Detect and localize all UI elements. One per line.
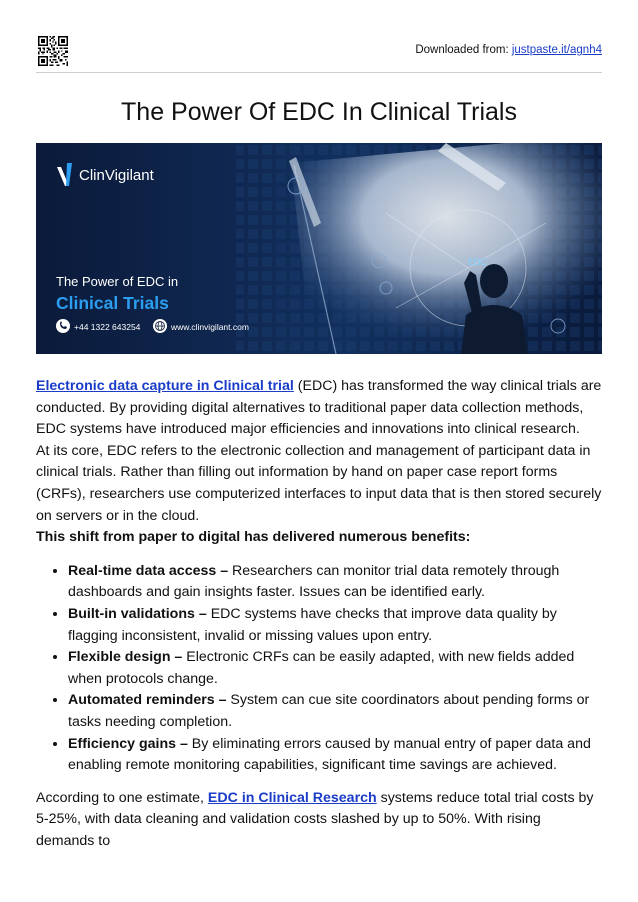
list-item bbox=[68, 647, 602, 690]
list-item bbox=[68, 690, 602, 733]
header-divider bbox=[36, 72, 602, 73]
benefit-term: Built-in validations – bbox=[68, 605, 207, 622]
intro-paragraph-1-text: (EDC) has transformed the way clinical trials are conducted. By providing digital alternatives to traditional paper data collection methods, EDC systems have introduced major efficiencies and innovations into clinical research. bbox=[36, 378, 602, 438]
benefit-term: Real-time data access – bbox=[68, 562, 229, 579]
benefit-text: Electronic CRFs can be easily adapted, with new fields added when protocols change. bbox=[68, 649, 575, 687]
qr-code bbox=[38, 36, 68, 66]
list-item bbox=[68, 604, 602, 647]
list-item bbox=[68, 734, 602, 777]
benefit-term: Automated reminders – bbox=[68, 692, 227, 709]
benefit-text: EDC systems have checks that improve data quality by flagging inconsistent, invalid or missing values upon entry. bbox=[68, 605, 557, 644]
benefit-term: Flexible design – bbox=[68, 649, 183, 666]
list-item bbox=[68, 561, 602, 604]
banner-website: www.clinvigilant.com bbox=[171, 322, 249, 332]
closing-paragraph bbox=[36, 788, 602, 853]
article-body bbox=[36, 376, 602, 852]
download-source bbox=[415, 44, 602, 56]
closing-text: systems reduce total trial costs by 5-25%, with data cleaning and validation costs slashed by up to 50%. With rising demands to bbox=[36, 789, 594, 849]
benefits-intro bbox=[36, 527, 602, 549]
banner-headline-line2: Clinical Trials bbox=[56, 293, 169, 313]
benefit-text: Researchers can monitor trial data remotely through dashboards and gain insights faster. Issues can be identified early. bbox=[68, 562, 560, 601]
page-title: The Power Of EDC In Clinical Trials bbox=[121, 98, 517, 126]
benefits-list bbox=[36, 561, 602, 777]
intro-paragraph-2: At its core, EDC refers to the electronic collection and management of participant data in clinical trials. Rather than filling out information by hand on paper case report forms (CRFs), researchers use computerized interfaces to input data that is then stored securely on servers or in the cloud. bbox=[36, 442, 602, 524]
banner-phone: +44 1322 643254 bbox=[74, 322, 141, 332]
benefit-text: By eliminating errors caused by manual entry of paper data and enabling remote monitoring capabilities, significant time savings are achieved. bbox=[68, 735, 591, 774]
download-prefix: Downloaded from: bbox=[415, 44, 512, 56]
benefit-term: Efficiency gains – bbox=[68, 735, 188, 752]
hero-banner bbox=[36, 143, 602, 354]
banner-headline-line1: The Power of EDC in bbox=[56, 274, 179, 289]
benefits-intro-text: This shift from paper to digital has delivered numerous benefits: bbox=[36, 529, 471, 546]
benefit-text: System can cue site coordinators about pending forms or tasks needing completion. bbox=[68, 692, 590, 730]
brand-name: ClinVigilant bbox=[79, 167, 154, 184]
closing-prefix: According to one estimate, bbox=[36, 789, 208, 806]
download-link[interactable]: justpaste.it/agnh4 bbox=[511, 44, 602, 56]
edc-clinical-trial-link[interactable]: Electronic data capture in Clinical trial bbox=[36, 378, 294, 394]
phone-icon bbox=[56, 319, 70, 333]
hologram-label: EDC bbox=[468, 257, 488, 267]
edc-clinical-research-link[interactable]: EDC in Clinical Research bbox=[207, 789, 377, 806]
intro-paragraph-1 bbox=[36, 376, 602, 441]
